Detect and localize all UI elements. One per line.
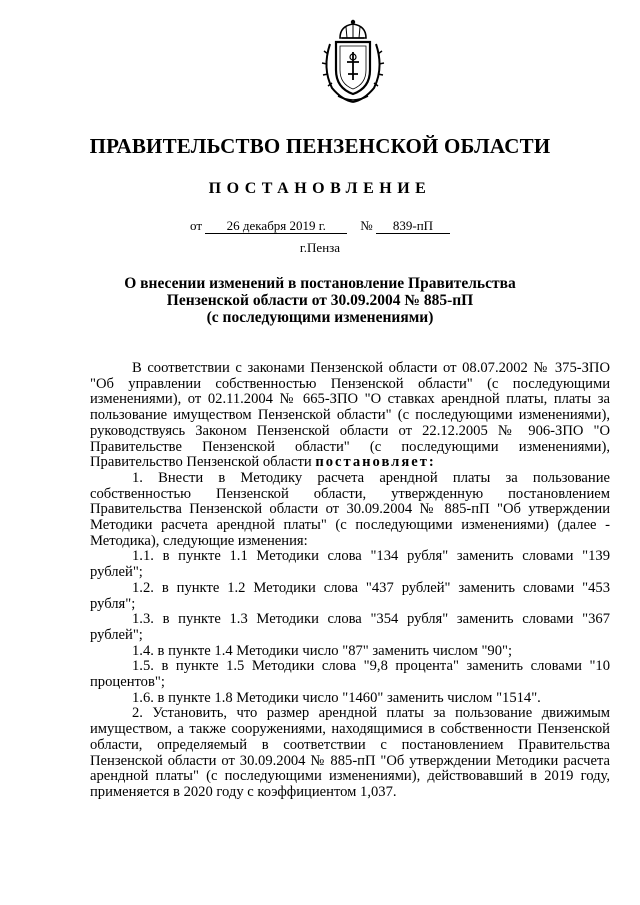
clause-1-1: 1.1. в пункте 1.1 Методики слова "134 рубля" заменить словами "139 рублей"; [90, 548, 610, 581]
intro-paragraph [90, 361, 610, 471]
penza-coat-of-arms-icon [318, 18, 388, 104]
clause-1: 1. Внести в Методику расчета арендной платы за пользование собственностью Пензенской области, утвержденную постановлением Правительства Пензенской области от 30.09.2004 № 885-пП "Об утверждении Методики расчета арендной платы" (с последующими изменениями) (далее - Методика), следующие изменения: [90, 469, 610, 549]
title-line: О внесении изменений в постановление Правительства [124, 275, 516, 292]
document-city: г.Пенза [299, 240, 341, 255]
organization-name: ПРАВИТЕЛЬСТВО ПЕНЗЕНСКОЙ ОБЛАСТИ [89, 134, 551, 158]
clause-2: 2. Установить, что размер арендной платы за пользование движимым имуществом, а также сооружениями, находящимися в собственности Пензенской области, определяемый в соответствии с постановлением Правительства Пензенской области от 30.09.2004 № 885-пП "Об утверждении Методики расчета арендной платы" (с последующими изменениями), действовавший в 2019 году, применяется в 2020 году с коэффициентом 1,037. [90, 705, 610, 800]
intro-text: В соответствии с законами Пензенской области от 08.07.2002 № 375-ЗПО "Об управлении собственностью Пензенской области" (с последующими изменениями), от 02.11.2004 № 665-ЗПО "О ставках арендной платы, платы за пользование имуществом Пензенской области" (с последующими изменениями), руководствуясь Законом Пензенской области от 22.12.2005 № 906-ЗПО "О Правительстве Пензенской области" (с последующими изменениями), Правительство Пензенской области [90, 360, 610, 471]
clause-1-6: 1.6. в пункте 1.8 Методики число "1460" заменить числом "1514". [132, 689, 541, 706]
title-line: (с последующими изменениями) [206, 309, 434, 326]
document-title [0, 275, 640, 326]
resolves-word: постановляет: [315, 454, 436, 471]
document-type: ПОСТАНОВЛЕНИЕ [208, 180, 432, 197]
document-body [90, 361, 610, 801]
date-number-line [0, 218, 640, 234]
clause-1-2: 1.2. в пункте 1.2 Методики слова "437 рублей" заменить словами "453 рубля"; [90, 579, 610, 612]
document-date: 26 декабря 2019 г. [205, 218, 347, 234]
clause-1-4: 1.4. в пункте 1.4 Методики число "87" заменить числом "90"; [132, 642, 513, 659]
clause-1-5: 1.5. в пункте 1.5 Методики слова "9,8 процента" заменить словами "10 процентов"; [90, 658, 610, 691]
number-prefix: № [360, 218, 373, 233]
clause-1-3: 1.3. в пункте 1.3 Методики слова "354 рубля" заменить словами "367 рублей"; [90, 611, 610, 643]
date-prefix: от [190, 218, 203, 233]
document-number: 839-пП [376, 218, 450, 234]
title-line: Пензенской области от 30.09.2004 № 885-пП [166, 292, 474, 309]
